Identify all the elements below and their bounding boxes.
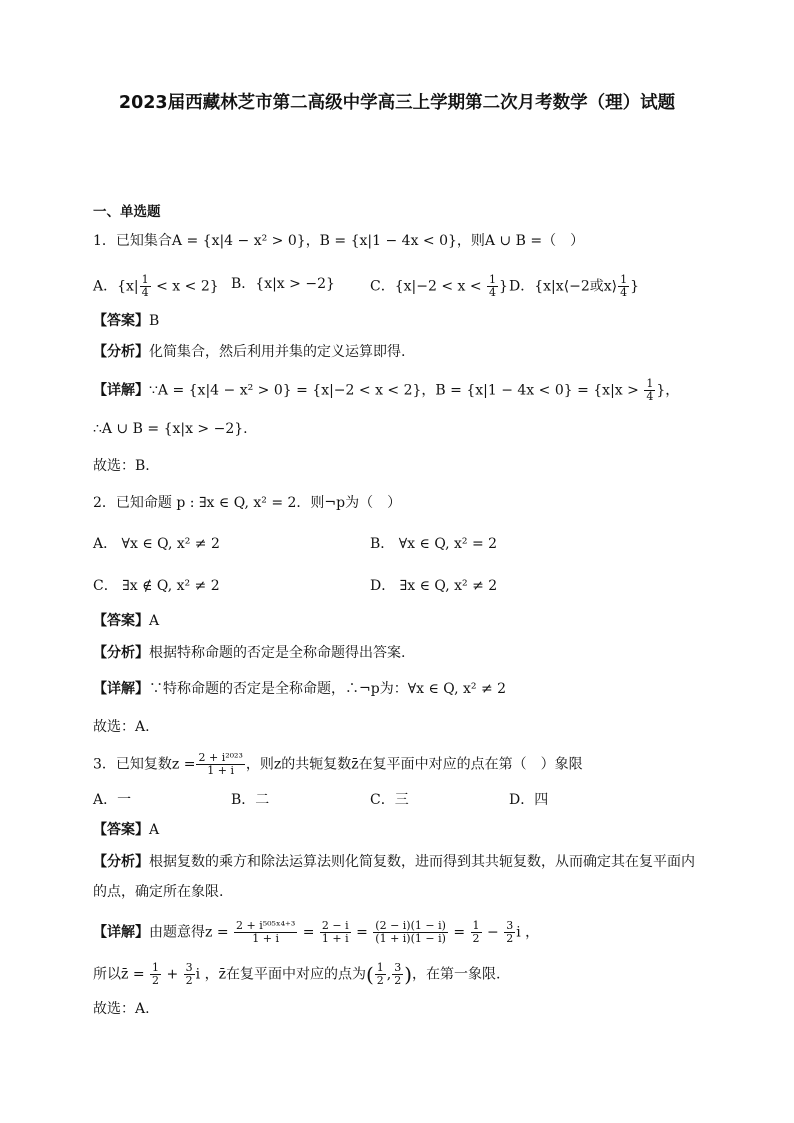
- fraction: $\frac{\text{2 + i⁵⁰⁵ˣ⁴⁺³}}{1 + i}$: [236, 919, 296, 945]
- q3-stem-text: 已知复数z =: [115, 756, 196, 773]
- q3-analysis-cont: 的点，确定所在象限.: [93, 884, 224, 900]
- q3-detail: 【详解】由题意得z = $\frac{\text{2 + i⁵⁰⁵ˣ⁴⁺³}}{1 + i}$ = $\frac{2 - i}{1 + i}$ = $\frac{(2 - i)(1 - i)}{(1 + i)(1 - i)}$ = $\frac{1}{2}$ − $\frac{3}{2}$ i ，: [93, 919, 540, 945]
- q1-option-a-set: {x|: [117, 278, 139, 295]
- q1-detail-union: ∴A ∪ B = {x|x > −2}.: [93, 421, 248, 437]
- fraction: $\frac{(2 - i)(1 - i)}{(1 + i)(1 - i)}$: [375, 919, 446, 945]
- q2-stem: [93, 493, 401, 513]
- q3-conjugate-lead: 所以z̄ =: [93, 966, 145, 983]
- fraction: $\frac{1}{4}$: [646, 377, 654, 403]
- q3-answer: [93, 820, 159, 840]
- answer-label: 【答案】: [93, 613, 149, 629]
- q3-analysis: [93, 852, 695, 872]
- answer-label: 【答案】: [93, 822, 149, 838]
- q1-detail: [93, 378, 679, 403]
- q1-stem-tail: ，则A ∪ B =（ ）: [456, 233, 585, 249]
- fraction: $\frac{1}{2}$: [152, 961, 160, 987]
- q3-detail-conjugate: 所以z̄ = $\frac{1}{2}$ + $\frac{3}{2}$ i ，z̄在复平面中对应的点为( $\frac{1}{2}$ , $\frac{3}{2}$ )，在第一象限.: [93, 961, 501, 987]
- q3-conjugate-mid: i ，z̄在复平面中对应的点为: [195, 966, 366, 983]
- section-heading: 一、单选题: [93, 204, 161, 220]
- q1-option-d-set: {x|x⟨−2或x⟩: [534, 278, 618, 295]
- q1-option-c-tail: }: [499, 278, 508, 295]
- fraction: $\frac{2 - i}{1 + i}$: [321, 919, 349, 945]
- q2-conclusion: 故选：A.: [93, 719, 150, 735]
- q3-detail-lead: 由题意得z =: [149, 924, 229, 941]
- q1-option-c[interactable]: [370, 274, 508, 299]
- q1-option-b[interactable]: B．{x|x > −2}: [231, 276, 335, 292]
- q2-option-d[interactable]: D． ∃x ∈ Q, x² ≠ 2: [370, 578, 498, 594]
- q1-option-c-set: {x|−2 < x <: [394, 278, 487, 295]
- q2-option-a[interactable]: A． ∀x ∈ Q, x² ≠ 2: [93, 536, 220, 552]
- q2-analysis: [93, 643, 405, 663]
- page-title: 2023届西藏林芝市第二高级中学高三上学期第二次月考数学（理）试题: [118, 93, 676, 113]
- q1-detail-text: ∵A = {x|4 − x² > 0} = {x|−2 < x < 2}，B = {x|1 − 4x < 0} = {x|x >: [149, 382, 644, 399]
- q1-option-c-label: C．: [370, 278, 395, 295]
- right-paren: ): [404, 962, 413, 987]
- q3-option-a[interactable]: A．一: [93, 792, 132, 808]
- answer-label: 【答案】: [93, 313, 149, 329]
- left-paren: (: [365, 962, 374, 987]
- q1-answer: [93, 311, 159, 331]
- q3-option-c[interactable]: C．三: [370, 792, 409, 808]
- q1-option-d-tail: }: [630, 278, 640, 295]
- q1-stem: [93, 231, 584, 251]
- q2-detail-text: ∵特称命题的否定是全称命题，∴¬p为：∀x ∈ Q, x² ≠ 2: [149, 681, 507, 697]
- fraction: $\frac{1}{2}$: [376, 961, 384, 987]
- q3-stem: [93, 752, 583, 777]
- q3-stem-tail: ，则z的共轭复数z̄在复平面中对应的点在第（ ）象限: [245, 756, 583, 773]
- q3-number: 3．: [93, 756, 116, 773]
- q2-answer: [93, 611, 159, 631]
- fraction: $\frac{1}{4}$: [489, 273, 497, 299]
- fraction: $\frac{1}{4}$: [620, 273, 628, 299]
- q2-answer-value: A: [149, 613, 160, 629]
- q2-option-c[interactable]: C． ∃x ∉ Q, x² ≠ 2: [93, 578, 220, 594]
- q1-analysis: [93, 342, 405, 362]
- q3-detail-tail: i ，: [516, 924, 540, 941]
- q2-number: 2．: [93, 495, 116, 511]
- analysis-label: 【分析】: [93, 854, 149, 870]
- analysis-label: 【分析】: [93, 344, 149, 360]
- q1-detail-tail: }，: [656, 382, 680, 399]
- q2-detail: [93, 679, 506, 699]
- q3-answer-value: A: [149, 822, 160, 838]
- q1-answer-value: B: [149, 313, 160, 329]
- q2-stem-text: 已知命题 p : ∃x ∈ Q, x² = 2．则¬p为（ ）: [115, 495, 402, 511]
- q1-set-b: ，B = {x|1 − 4x < 0}: [305, 233, 457, 249]
- fraction: $\frac{3}{2}$: [394, 961, 402, 987]
- q3-option-d[interactable]: D．四: [509, 792, 549, 808]
- analysis-label: 【分析】: [93, 645, 149, 661]
- q3-conclusion: 故选：A.: [93, 1001, 150, 1017]
- fraction: $\frac{\text{2 + i²⁰²³}}{1 + i}$: [198, 751, 243, 777]
- q3-analysis-text: 根据复数的乘方和除法运算法则化简复数，进而得到其共轭复数，从而确定其在复平面内: [149, 854, 695, 870]
- detail-label: 【详解】: [93, 924, 149, 941]
- fraction: $\frac{3}{2}$: [506, 919, 514, 945]
- q1-set-a: A = {x|4 − x² > 0}: [171, 233, 306, 249]
- fraction: $\frac{1}{4}$: [141, 273, 149, 299]
- q1-option-d-label: D．: [509, 278, 535, 295]
- q1-stem-text: 已知集合: [115, 233, 172, 249]
- q2-analysis-text: 根据特称命题的否定是全称命题得出答案.: [149, 645, 406, 661]
- fraction: $\frac{1}{2}$: [472, 919, 480, 945]
- q1-conclusion: 故选：B.: [93, 458, 150, 474]
- q1-analysis-text: 化简集合，然后利用并集的定义运算即得.: [149, 344, 406, 360]
- q1-option-a[interactable]: [93, 274, 219, 299]
- q1-number: 1．: [93, 233, 116, 249]
- fraction: $\frac{3}{2}$: [185, 961, 193, 987]
- q3-option-b[interactable]: B．二: [231, 792, 270, 808]
- q1-option-a-label: A．: [93, 278, 118, 295]
- detail-label: 【详解】: [93, 382, 149, 399]
- q1-option-d[interactable]: [509, 274, 639, 299]
- q3-conjugate-tail: ，在第一象限.: [412, 966, 501, 983]
- q1-option-a-tail: < x < 2}: [151, 278, 219, 295]
- q2-option-b[interactable]: B． ∀x ∈ Q, x² = 2: [370, 536, 498, 552]
- detail-label: 【详解】: [93, 681, 149, 697]
